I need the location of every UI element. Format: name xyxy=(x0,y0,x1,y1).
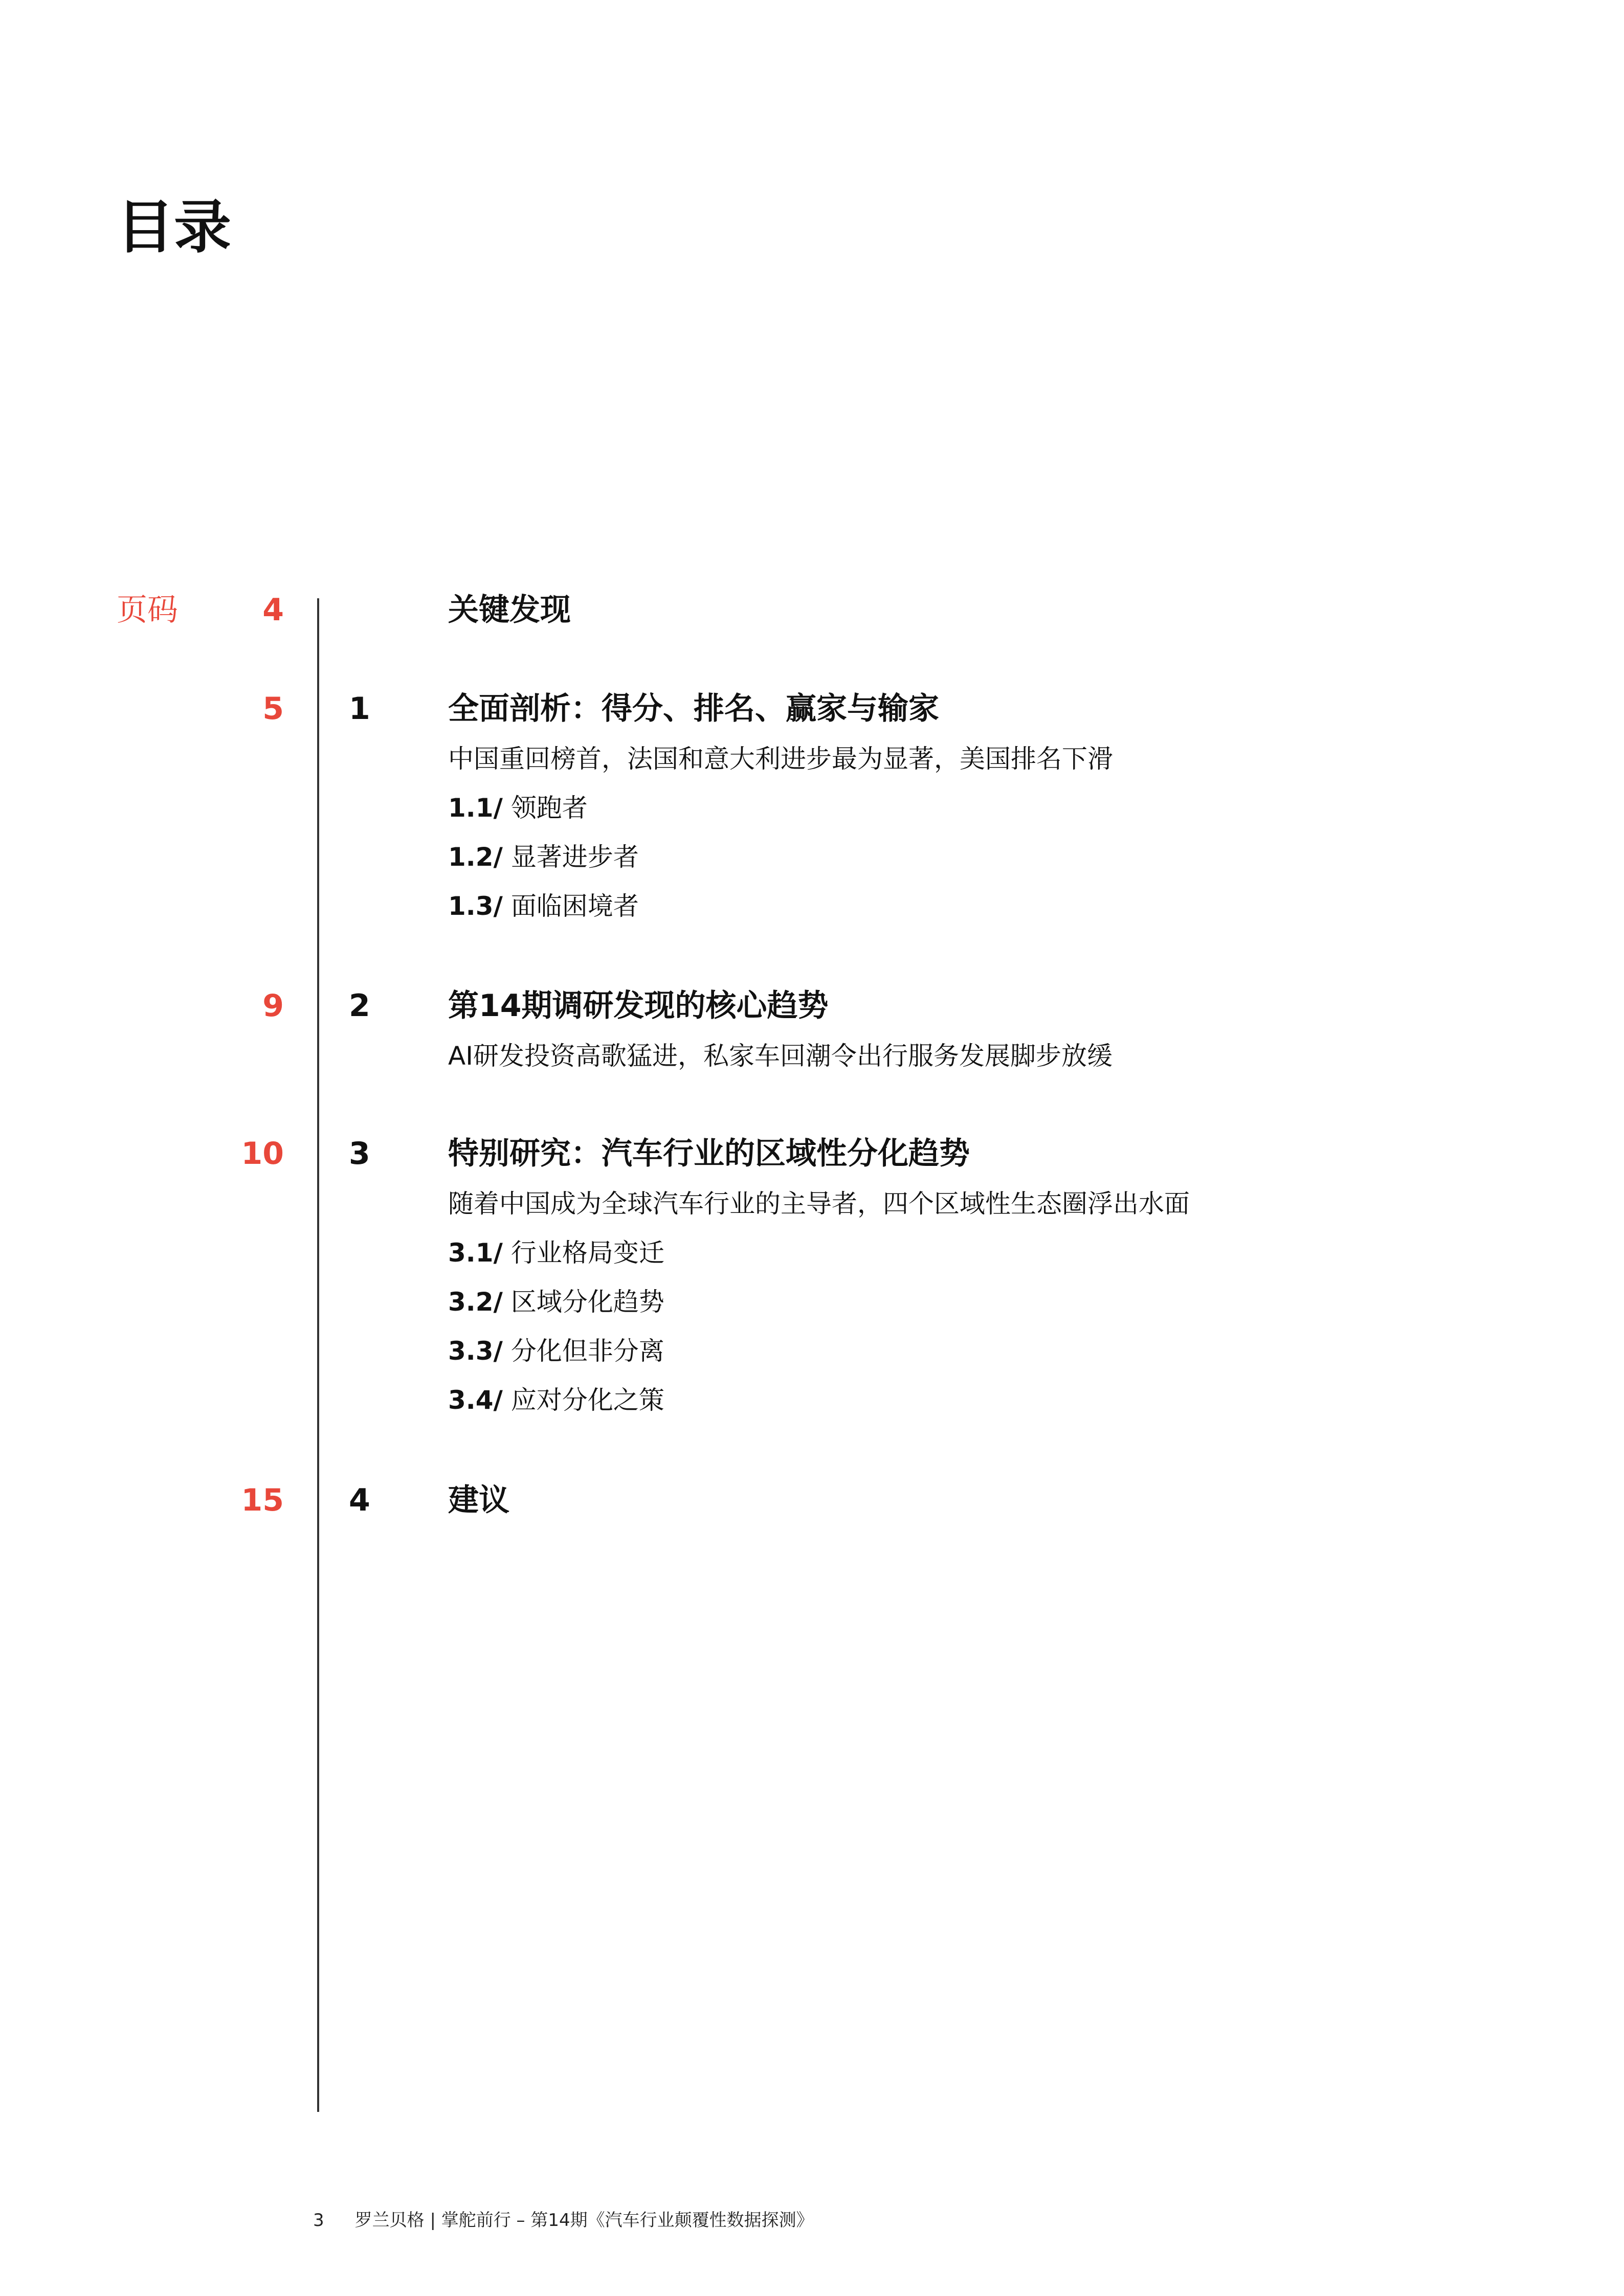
toc-subsection-1-1[interactable] xyxy=(448,793,588,823)
toc-page-number: 9 xyxy=(262,988,284,1024)
toc-heading[interactable]: 特别研究：汽车行业的区域性分化趋势 xyxy=(448,1136,970,1172)
toc-summary: 随着中国成为全球汽车行业的主导者，四个区域性生态圈浮出水面 xyxy=(448,1189,1190,1219)
toc-chapter-number: 1 xyxy=(349,691,370,727)
toc-subsection-number: 1.3/ xyxy=(448,891,503,921)
page-title: 目录 xyxy=(117,194,231,261)
toc-chapter-number: 2 xyxy=(349,988,370,1024)
toc-subsection-number: 3.3/ xyxy=(448,1336,503,1366)
toc-heading[interactable]: 第14期调研发现的核心趋势 xyxy=(448,988,829,1024)
page-footer xyxy=(313,2210,814,2231)
toc-subsection-number: 1.1/ xyxy=(448,793,503,823)
toc-subsection-label: 显著进步者 xyxy=(510,842,639,872)
toc-subsection-label: 行业格局变迁 xyxy=(510,1238,664,1268)
toc-subsection-label: 领跑者 xyxy=(510,793,588,823)
toc-subsection-1-2[interactable] xyxy=(448,842,639,872)
toc-subsection-3-2[interactable] xyxy=(448,1287,664,1317)
toc-subsection-number: 3.4/ xyxy=(448,1385,503,1415)
toc-subsection-1-3[interactable] xyxy=(448,891,639,921)
toc-page-number: 10 xyxy=(241,1136,284,1172)
toc-subsection-number: 3.1/ xyxy=(448,1238,503,1268)
toc-subsection-label: 应对分化之策 xyxy=(510,1385,664,1415)
footer-page-number: 3 xyxy=(313,2210,324,2231)
toc-subsection-3-4[interactable] xyxy=(448,1385,664,1415)
footer-text: 罗兰贝格 | 掌舵前行 – 第14期《汽车行业颠覆性数据探测》 xyxy=(354,2210,814,2231)
toc-heading[interactable]: 建议 xyxy=(448,1482,509,1518)
toc-subsection-number: 1.2/ xyxy=(448,842,503,872)
page-number-label: 页码 xyxy=(117,592,178,628)
toc-page-number: 15 xyxy=(241,1482,284,1518)
toc-heading[interactable]: 关键发现 xyxy=(448,592,571,628)
toc-subsection-3-3[interactable] xyxy=(448,1336,664,1366)
toc-subsection-number: 3.2/ xyxy=(448,1287,503,1317)
toc-page-number: 5 xyxy=(262,691,284,727)
vertical-divider xyxy=(317,598,319,2112)
toc-summary: AI研发投资高歌猛进，私家车回潮令出行服务发展脚步放缓 xyxy=(448,1041,1113,1071)
toc-subsection-3-1[interactable] xyxy=(448,1237,664,1268)
toc-subsection-label: 区域分化趋势 xyxy=(510,1287,664,1317)
toc-heading[interactable]: 全面剖析：得分、排名、赢家与输家 xyxy=(448,691,939,727)
toc-page-number: 4 xyxy=(262,592,284,628)
toc-subsection-label: 分化但非分离 xyxy=(510,1336,664,1366)
toc-chapter-number: 3 xyxy=(349,1136,370,1172)
toc-chapter-number: 4 xyxy=(349,1482,370,1518)
toc-subsection-label: 面临困境者 xyxy=(510,891,639,921)
toc-summary: 中国重回榜首，法国和意大利进步最为显著，美国排名下滑 xyxy=(448,744,1113,774)
